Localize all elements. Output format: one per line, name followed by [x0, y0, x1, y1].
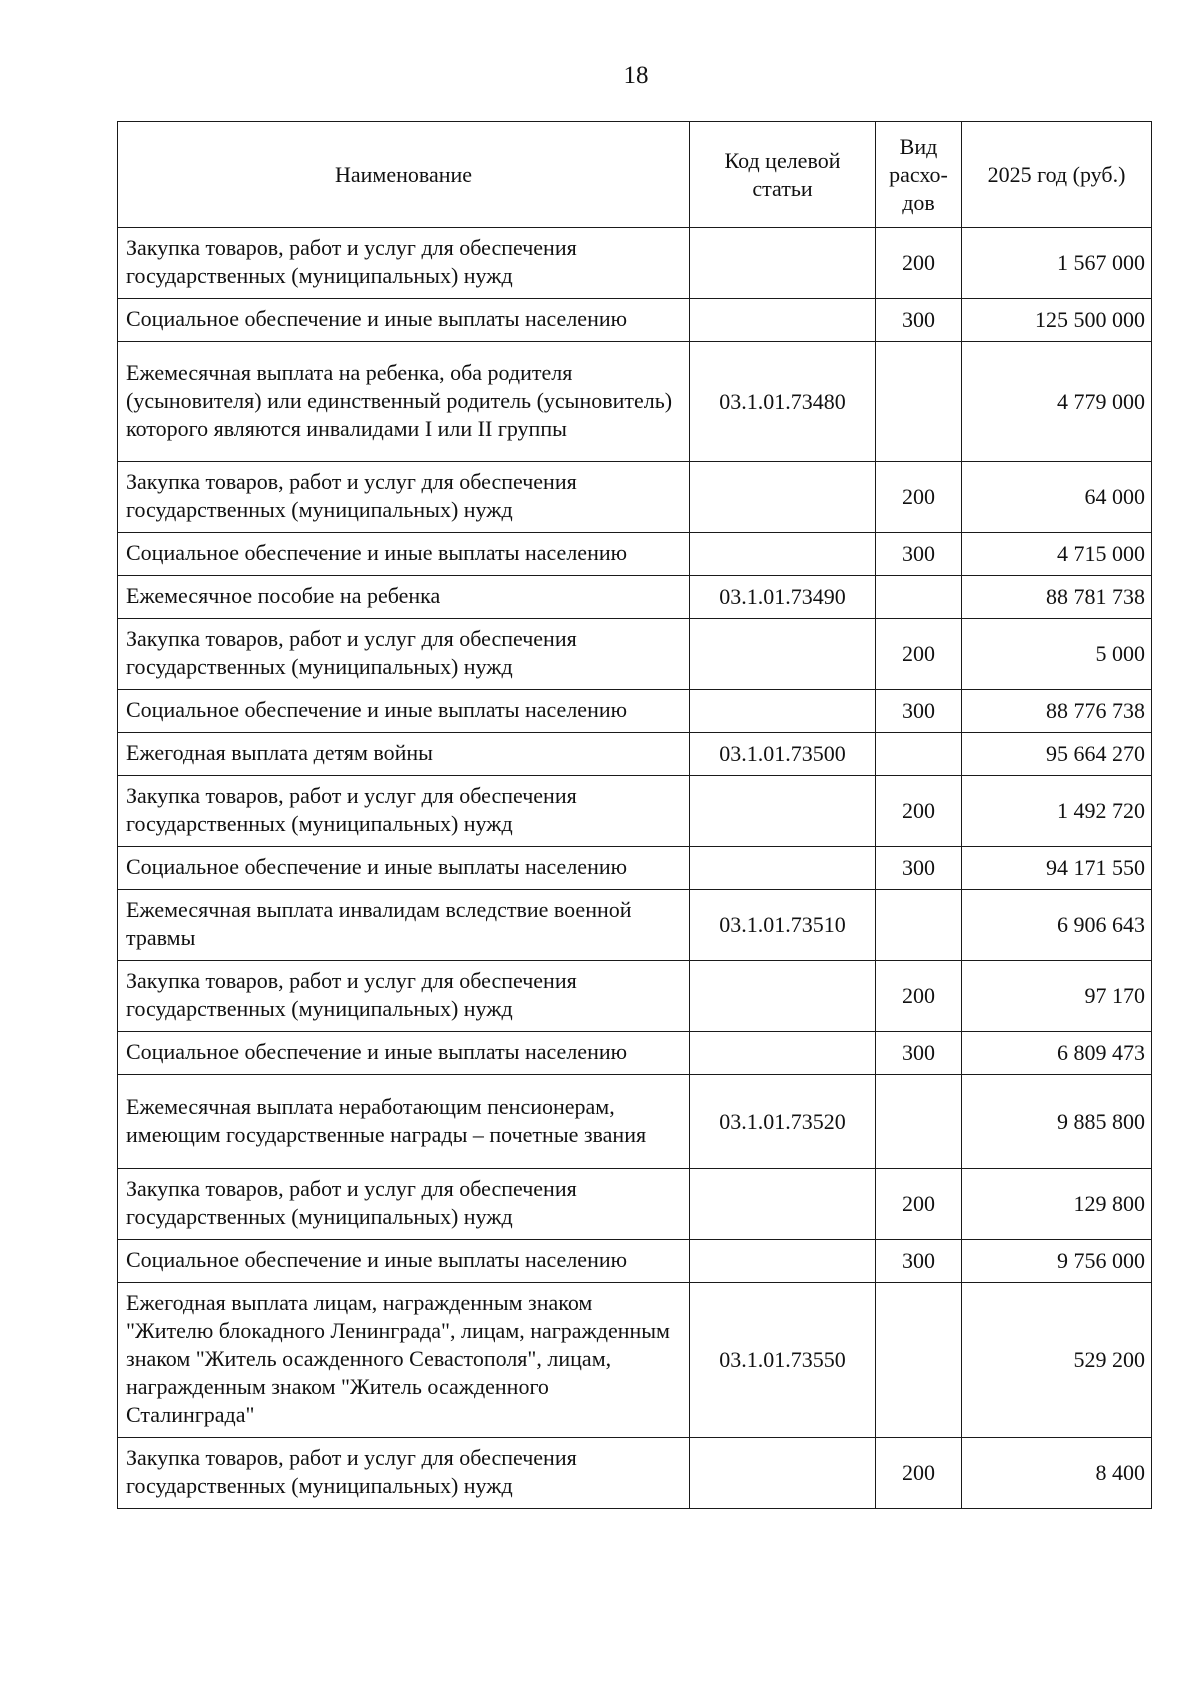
header-code: Код целевой статьи	[690, 122, 876, 228]
row-amount-cell: 1 492 720	[962, 776, 1152, 847]
table-row	[118, 847, 1152, 890]
page-number: 18	[623, 62, 649, 89]
table-row	[118, 890, 1152, 961]
row-expense-type-cell	[876, 1283, 962, 1438]
row-amount-cell: 4 779 000	[962, 342, 1152, 462]
row-amount-cell: 529 200	[962, 1283, 1152, 1438]
row-expense-type-cell: 200	[876, 961, 962, 1032]
row-code-cell	[690, 619, 876, 690]
row-code-cell	[690, 1169, 876, 1240]
row-expense-type-cell: 200	[876, 1438, 962, 1509]
row-code-cell	[690, 462, 876, 533]
header-row	[118, 122, 1152, 228]
row-amount-cell: 6 809 473	[962, 1032, 1152, 1075]
row-code-cell: 03.1.01.73500	[690, 733, 876, 776]
row-name-cell: Социальное обеспечение и иные выплаты населению	[118, 533, 690, 576]
row-expense-type-cell: 300	[876, 1032, 962, 1075]
row-name-cell: Ежемесячная выплата инвалидам вследствие военной травмы	[118, 890, 690, 961]
table-row	[118, 1438, 1152, 1509]
table-row	[118, 690, 1152, 733]
row-expense-type-cell	[876, 733, 962, 776]
row-name-cell: Социальное обеспечение и иные выплаты населению	[118, 299, 690, 342]
row-name-cell: Закупка товаров, работ и услуг для обеспечения государственных (муниципальных) нужд	[118, 1169, 690, 1240]
table-row	[118, 776, 1152, 847]
table-row	[118, 1240, 1152, 1283]
row-amount-cell: 4 715 000	[962, 533, 1152, 576]
row-name-cell: Закупка товаров, работ и услуг для обеспечения государственных (муниципальных) нужд	[118, 619, 690, 690]
table-header	[118, 122, 1152, 228]
table-row	[118, 619, 1152, 690]
row-code-cell	[690, 299, 876, 342]
row-code-cell: 03.1.01.73490	[690, 576, 876, 619]
row-expense-type-cell: 200	[876, 228, 962, 299]
row-expense-type-cell: 200	[876, 462, 962, 533]
table-row	[118, 342, 1152, 462]
row-expense-type-cell	[876, 576, 962, 619]
row-name-cell: Ежемесячная выплата на ребенка, оба родителя (усыновителя) или единственный родитель (усыновитель) которого являются инвалидами I или II группы	[118, 342, 690, 462]
row-code-cell	[690, 1032, 876, 1075]
row-amount-cell: 1 567 000	[962, 228, 1152, 299]
row-expense-type-cell: 300	[876, 690, 962, 733]
row-amount-cell: 9 756 000	[962, 1240, 1152, 1283]
row-amount-cell: 94 171 550	[962, 847, 1152, 890]
row-code-cell	[690, 228, 876, 299]
table-row	[118, 1169, 1152, 1240]
row-expense-type-cell	[876, 342, 962, 462]
row-amount-cell: 125 500 000	[962, 299, 1152, 342]
row-code-cell	[690, 847, 876, 890]
row-code-cell	[690, 533, 876, 576]
row-amount-cell: 5 000	[962, 619, 1152, 690]
table-row	[118, 733, 1152, 776]
row-code-cell	[690, 1438, 876, 1509]
row-amount-cell: 95 664 270	[962, 733, 1152, 776]
row-name-cell: Ежегодная выплата лицам, награжденным знаком "Жителю блокадного Ленинграда", лицам, награжденным знаком "Житель осажденного Севастополя", лицам, награжденным знаком "Житель осажденного Сталинграда"	[118, 1283, 690, 1438]
row-amount-cell: 64 000	[962, 462, 1152, 533]
table-row	[118, 1283, 1152, 1438]
row-amount-cell: 129 800	[962, 1169, 1152, 1240]
row-expense-type-cell: 300	[876, 1240, 962, 1283]
row-code-cell	[690, 776, 876, 847]
row-expense-type-cell: 300	[876, 533, 962, 576]
header-amount-2025: 2025 год (руб.)	[962, 122, 1152, 228]
row-name-cell: Социальное обеспечение и иные выплаты населению	[118, 1032, 690, 1075]
row-code-cell: 03.1.01.73510	[690, 890, 876, 961]
row-name-cell: Ежегодная выплата детям войны	[118, 733, 690, 776]
row-expense-type-cell: 300	[876, 299, 962, 342]
row-expense-type-cell	[876, 890, 962, 961]
row-amount-cell: 6 906 643	[962, 890, 1152, 961]
row-code-cell: 03.1.01.73550	[690, 1283, 876, 1438]
table-row	[118, 228, 1152, 299]
row-name-cell: Ежемесячная выплата неработающим пенсионерам, имеющим государственные награды – почетные звания	[118, 1075, 690, 1169]
row-expense-type-cell: 300	[876, 847, 962, 890]
row-amount-cell: 9 885 800	[962, 1075, 1152, 1169]
row-code-cell	[690, 690, 876, 733]
row-expense-type-cell: 200	[876, 776, 962, 847]
header-expense-type: Вид расхо-дов	[876, 122, 962, 228]
table-row	[118, 533, 1152, 576]
row-name-cell: Ежемесячное пособие на ребенка	[118, 576, 690, 619]
row-expense-type-cell	[876, 1075, 962, 1169]
row-name-cell: Социальное обеспечение и иные выплаты населению	[118, 847, 690, 890]
row-expense-type-cell: 200	[876, 1169, 962, 1240]
row-name-cell: Закупка товаров, работ и услуг для обеспечения государственных (муниципальных) нужд	[118, 776, 690, 847]
row-expense-type-cell: 200	[876, 619, 962, 690]
row-amount-cell: 8 400	[962, 1438, 1152, 1509]
row-code-cell: 03.1.01.73520	[690, 1075, 876, 1169]
table-body	[118, 228, 1152, 1509]
row-name-cell: Закупка товаров, работ и услуг для обеспечения государственных (муниципальных) нужд	[118, 228, 690, 299]
row-amount-cell: 88 781 738	[962, 576, 1152, 619]
row-name-cell: Социальное обеспечение и иные выплаты населению	[118, 690, 690, 733]
table-row	[118, 462, 1152, 533]
row-code-cell: 03.1.01.73480	[690, 342, 876, 462]
table-row	[118, 299, 1152, 342]
row-amount-cell: 97 170	[962, 961, 1152, 1032]
row-name-cell: Закупка товаров, работ и услуг для обеспечения государственных (муниципальных) нужд	[118, 1438, 690, 1509]
table-row	[118, 1032, 1152, 1075]
table-row	[118, 576, 1152, 619]
row-name-cell: Социальное обеспечение и иные выплаты населению	[118, 1240, 690, 1283]
header-name: Наименование	[118, 122, 690, 228]
row-name-cell: Закупка товаров, работ и услуг для обеспечения государственных (муниципальных) нужд	[118, 462, 690, 533]
row-name-cell: Закупка товаров, работ и услуг для обеспечения государственных (муниципальных) нужд	[118, 961, 690, 1032]
row-amount-cell: 88 776 738	[962, 690, 1152, 733]
table-row	[118, 1075, 1152, 1169]
row-code-cell	[690, 961, 876, 1032]
table-row	[118, 961, 1152, 1032]
budget-table	[117, 121, 1152, 1509]
row-code-cell	[690, 1240, 876, 1283]
